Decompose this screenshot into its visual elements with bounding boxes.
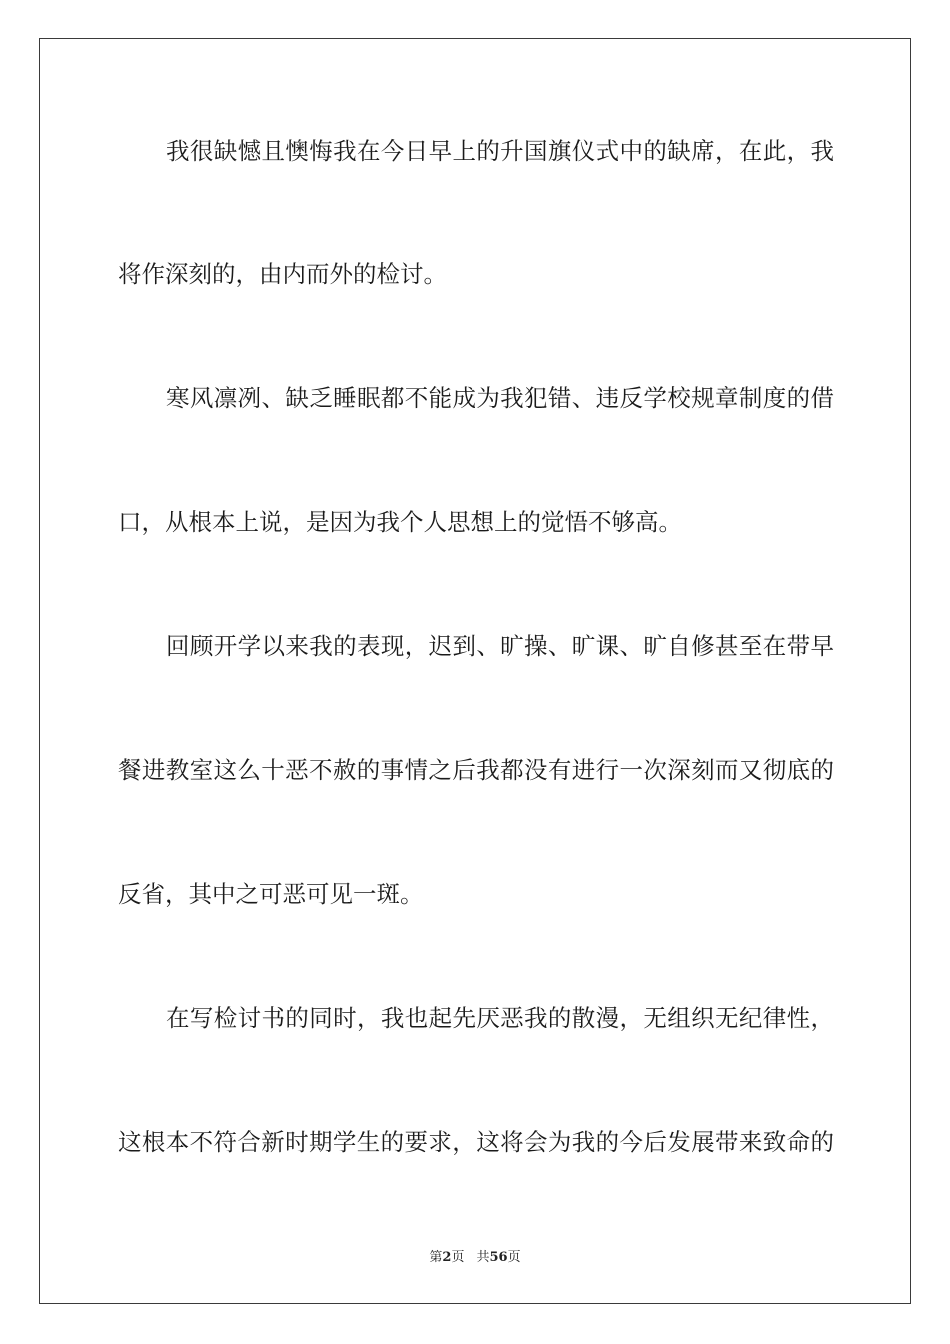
text-line: 将作深刻的，由内而外的检讨。 [118,260,447,288]
page-suffix: 页 [451,1250,465,1265]
total-prefix: 共 [476,1250,490,1265]
text-line: 在写检讨书的同时，我也起先厌恶我的散漫，无组织无纪律性， [166,1004,834,1032]
text-line: 我很缺憾且懊悔我在今日早上的升国旗仪式中的缺席，在此，我 [166,137,834,165]
text-line: 回顾开学以来我的表现，迟到、旷操、旷课、旷自修甚至在带早 [166,632,834,660]
page-prefix: 第 [429,1250,443,1265]
text-line: 反省，其中之可恶可见一斑。 [118,880,424,908]
text-line: 寒风凛冽、缺乏睡眠都不能成为我犯错、违反学校规章制度的借 [166,384,834,412]
total-suffix: 页 [507,1250,521,1265]
text-line: 餐进教室这么十恶不赦的事情之后我都没有进行一次深刻而又彻底的 [118,756,834,784]
text-line: 这根本不符合新时期学生的要求，这将会为我的今后发展带来致命的 [118,1128,834,1156]
total-pages: 56 [489,1250,508,1265]
page-number: 2 [442,1250,452,1265]
page-border [39,38,911,1304]
page-footer [0,1246,950,1265]
text-line: 口，从根本上说，是因为我个人思想上的觉悟不够高。 [118,508,682,536]
